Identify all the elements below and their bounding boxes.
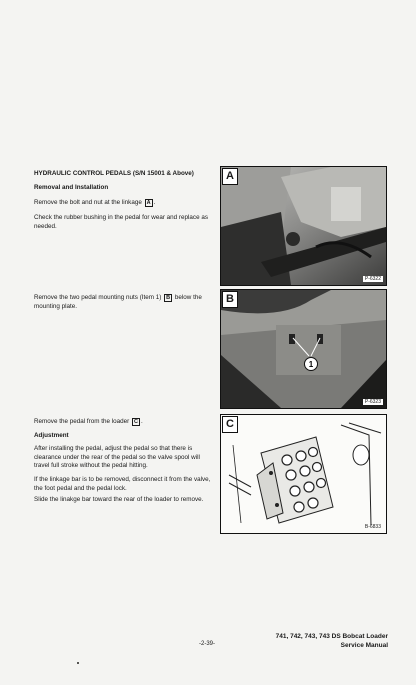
figure-c-label: C [222, 416, 238, 433]
section-title: HYDRAULIC CONTROL PEDALS (S/N 15001 & Above) [34, 170, 194, 177]
paragraph-remove-bolt: Remove the bolt and nut at the linkage A . [34, 199, 156, 206]
paragraph-text: Remove the pedal from the loader [34, 418, 130, 425]
figure-b-code: P-6323 [364, 399, 381, 405]
paragraph-text-b: below the mounting plate. [34, 294, 202, 310]
paragraph-slide-linkage: Slide the linakge bar toward the rear of the loader to remove. [34, 496, 204, 503]
stray-mark [77, 662, 79, 664]
figure-c-code: B-6833 [364, 524, 381, 530]
figure-ref-b: B [166, 295, 171, 301]
figure-c-image [221, 415, 386, 533]
paragraph-text-a: Remove the two pedal mounting nuts (Item 1) [34, 294, 162, 301]
figure-ref-c: C [133, 419, 138, 425]
figure-b-photo [220, 289, 387, 409]
paragraph-linkage-removal: If the linkage bar is to be removed, disconnect it from the valve, the foot pedal and the pedal lock. [34, 476, 211, 492]
figure-a-label: A [222, 168, 238, 185]
paragraph-text: Remove the bolt and nut at the linkage [34, 199, 142, 206]
paragraph-mounting-nuts [34, 294, 209, 311]
figure-ref-a: A [146, 200, 151, 206]
page-number: -2-39- [199, 641, 216, 647]
footer-model-line: 741, 742, 743, 743 DS Bobcat Loader [275, 633, 388, 640]
footer-manual-title: Service Manual [340, 642, 388, 649]
figure-b-label: B [222, 291, 238, 308]
subtitle-removal: Removal and Installation [34, 184, 109, 191]
paragraph-remove-pedal: Remove the pedal from the loader C . [34, 418, 143, 425]
figure-a-code: P-6322 [364, 276, 381, 282]
figure-b-callout: 1 [308, 360, 314, 369]
paragraph-adjust-pedal: After installing the pedal, adjust the pedal so that there is clearance under the rear of the pedal so the valve spool will travel full stroke without the pedal hitting. [34, 445, 200, 470]
figure-a-image [221, 167, 386, 285]
figure-c-drawing [220, 414, 387, 534]
figure-a-photo [220, 166, 387, 286]
subtitle-adjustment: Adjustment [34, 432, 69, 439]
figure-b-image [221, 290, 386, 408]
paragraph-check-bushing: Check the rubber bushing in the pedal for wear and replace as needed. [34, 214, 208, 230]
